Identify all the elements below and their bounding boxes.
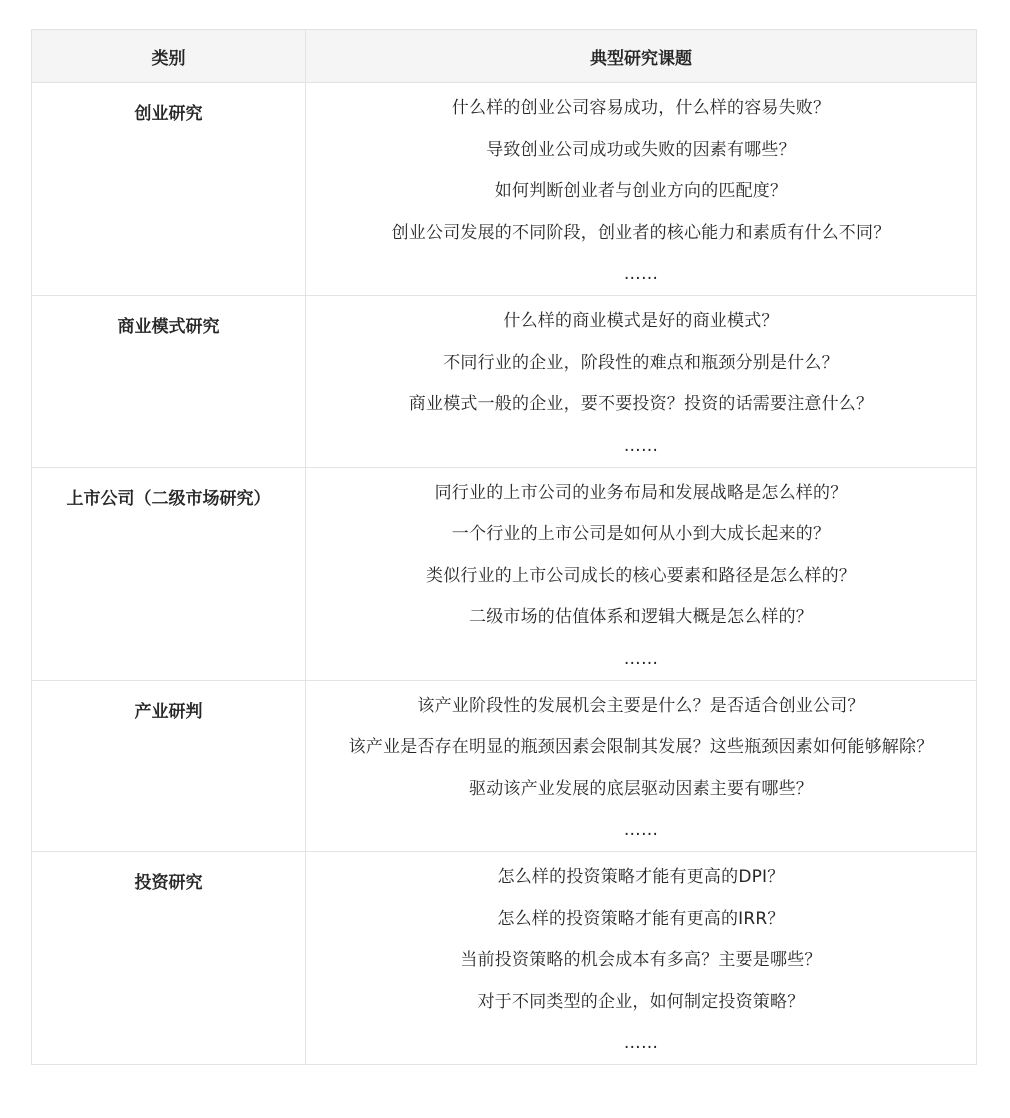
- topic-item: 一个行业的上市公司是如何从小到大成长起来的？: [451, 524, 831, 544]
- topic-item: 当前投资策略的机会成本有多高？主要是哪些？: [460, 950, 822, 970]
- topic-item: 类似行业的上市公司成长的核心要素和路径是怎么样的？: [426, 565, 856, 586]
- topic-item: 同行业的上市公司的业务布局和发展战略是怎么样的？: [434, 482, 848, 503]
- topic-item: 什么样的创业公司容易成功，什么样的容易失败？: [451, 98, 831, 118]
- topics-cell: [306, 680, 977, 852]
- topic-item: 创业公司发展的不同阶段，创业者的核心能力和素质有什么不同？: [391, 222, 891, 243]
- topic-item: 怎么样的投资策略才能有更高的IRR？: [497, 908, 785, 929]
- header-category: 类别: [32, 30, 306, 83]
- topics-cell: [306, 296, 977, 468]
- category-cell: 创业研究: [32, 83, 306, 296]
- topic-item: 什么样的商业模式是好的商业模式？: [503, 311, 779, 331]
- table-row: [32, 852, 977, 1065]
- topic-item: 对于不同类型的企业，如何制定投资策略？: [477, 991, 805, 1012]
- table-header-row: [32, 30, 977, 83]
- topic-ellipsis: ……: [623, 648, 659, 669]
- table-row: [32, 680, 977, 852]
- topics-cell: [306, 83, 977, 296]
- research-topics-table: [31, 29, 977, 1065]
- topic-item: 不同行业的企业，阶段性的难点和瓶颈分别是什么？: [443, 352, 839, 373]
- header-topics: 典型研究课题: [306, 30, 977, 83]
- topic-item: 驱动该产业发展的底层驱动因素主要有哪些？: [469, 778, 813, 799]
- category-cell: 商业模式研究: [32, 296, 306, 468]
- table-row: [32, 296, 977, 468]
- topic-ellipsis: ……: [623, 820, 659, 840]
- category-cell: 产业研判: [32, 680, 306, 852]
- table-row: [32, 83, 977, 296]
- category-cell: 上市公司（二级市场研究）: [32, 467, 306, 680]
- research-table-container: [31, 29, 977, 1065]
- topics-cell: [306, 467, 977, 680]
- topic-item: 怎么样的投资策略才能有更高的DPI？: [497, 867, 785, 887]
- topic-item: 二级市场的估值体系和逻辑大概是怎么样的？: [469, 607, 813, 627]
- topic-ellipsis: ……: [623, 1033, 659, 1053]
- topics-cell: [306, 852, 977, 1065]
- topic-item: 导致创业公司成功或失败的因素有哪些？: [486, 139, 796, 160]
- topic-item: 如何判断创业者与创业方向的匹配度？: [494, 181, 788, 201]
- topic-ellipsis: ……: [623, 264, 659, 284]
- topic-item: 该产业阶段性的发展机会主要是什么？是否适合创业公司？: [417, 695, 865, 716]
- topic-ellipsis: ……: [623, 435, 659, 456]
- category-cell: 投资研究: [32, 852, 306, 1065]
- topic-item: 商业模式一般的企业，要不要投资？投资的话需要注意什么？: [408, 394, 874, 414]
- table-row: [32, 467, 977, 680]
- topic-item: 该产业是否存在明显的瓶颈因素会限制其发展？这些瓶颈因素如何能够解除？: [348, 737, 934, 757]
